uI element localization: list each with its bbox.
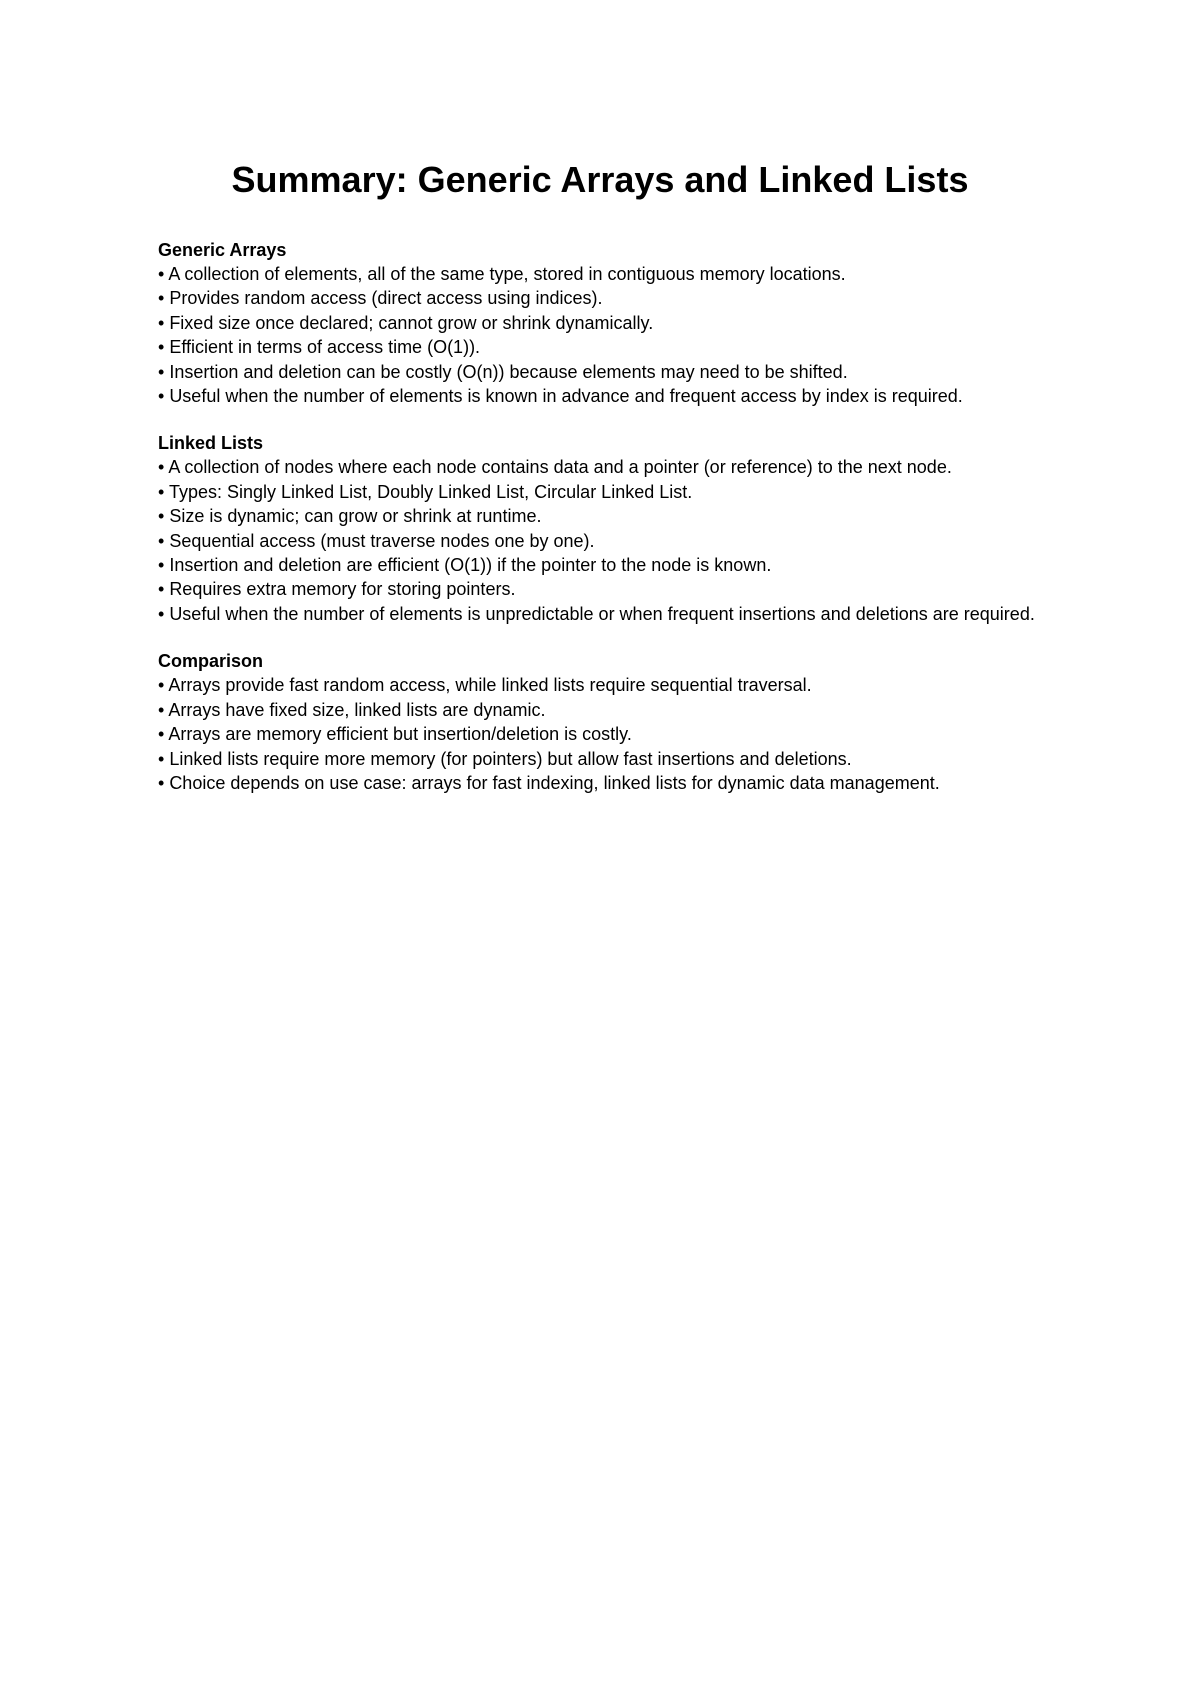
bullet-glyph: •	[158, 361, 170, 382]
list-item-text: Types: Singly Linked List, Doubly Linked List, Circular Linked List.	[168, 481, 693, 502]
bullet-glyph: •	[158, 530, 170, 551]
section-heading: Linked Lists	[158, 433, 264, 454]
list-item	[158, 673, 1048, 697]
bullet-glyph: •	[158, 288, 170, 309]
bullet-glyph: •	[158, 481, 169, 502]
list-item-text: Linked lists require more memory (for pointers) but allow fast insertions and deletions.	[169, 748, 852, 769]
section-linked-lists	[158, 431, 1048, 626]
list-item-text: A collection of elements, all of the same type, stored in contiguous memory locations.	[168, 264, 846, 284]
list-item	[158, 577, 1048, 601]
list-item-text: Requires extra memory for storing pointers.	[169, 579, 516, 600]
bullet-glyph: •	[158, 724, 169, 745]
list-item	[158, 384, 1048, 408]
list-item	[158, 360, 1048, 384]
list-item-text: Insertion and deletion can be costly (O(n)) because elements may need to be shifted.	[169, 361, 848, 382]
list-item-text: Size is dynamic; can grow or shrink at runtime.	[169, 506, 542, 527]
list-item	[158, 529, 1048, 553]
list-item-text: Efficient in terms of access time (O(1)).	[169, 337, 481, 358]
list-item	[158, 747, 1048, 771]
list-item	[158, 722, 1048, 746]
list-item	[158, 455, 1048, 479]
bullet-list	[158, 673, 1048, 795]
bullet-glyph: •	[158, 457, 169, 478]
bullet-glyph: •	[158, 603, 170, 624]
list-item	[158, 698, 1048, 722]
section-generic-arrays	[158, 238, 1048, 408]
list-item	[158, 504, 1048, 528]
list-item	[158, 311, 1048, 335]
list-item	[158, 771, 1048, 795]
list-item-text: Useful when the number of elements is known in advance and frequent access by index is required.	[169, 386, 963, 407]
list-item-text: Insertion and deletion are efficient (O(1)) if the pointer to the node is known.	[169, 555, 772, 576]
list-item	[158, 286, 1048, 310]
list-item-text: Fixed size once declared; cannot grow or shrink dynamically.	[169, 312, 654, 333]
bullet-glyph: •	[158, 748, 170, 769]
list-item-text: A collection of nodes where each node contains data and a pointer (or reference) to the next node.	[168, 457, 952, 478]
list-item-text: Arrays have fixed size, linked lists are dynamic.	[168, 699, 546, 720]
list-item-text: Provides random access (direct access using indices).	[169, 288, 603, 309]
list-item	[158, 262, 1048, 286]
bullet-glyph: •	[158, 772, 170, 793]
list-item	[158, 602, 1048, 626]
bullet-glyph: •	[158, 699, 169, 720]
bullet-glyph: •	[158, 386, 170, 407]
bullet-glyph: •	[158, 555, 170, 576]
section-comparison	[158, 649, 1048, 795]
bullet-glyph: •	[158, 312, 170, 333]
bullet-glyph: •	[158, 579, 170, 600]
list-item	[158, 335, 1048, 359]
list-item-text: Useful when the number of elements is unpredictable or when frequent insertions and deletions are required.	[169, 603, 1035, 624]
bullet-glyph: •	[158, 264, 169, 284]
document-body	[158, 238, 1048, 818]
bullet-glyph: •	[158, 675, 169, 696]
page-title: Summary: Generic Arrays and Linked Lists	[231, 159, 969, 200]
list-item-text: Sequential access (must traverse nodes one by one).	[169, 530, 595, 551]
section-heading: Generic Arrays	[158, 240, 287, 260]
list-item-text: Choice depends on use case: arrays for fast indexing, linked lists for dynamic data management.	[169, 772, 940, 793]
section-heading: Comparison	[158, 651, 264, 672]
list-item-text: Arrays are memory efficient but insertion/deletion is costly.	[168, 724, 632, 745]
list-item-text: Arrays provide fast random access, while linked lists require sequential traversal.	[168, 675, 812, 696]
bullet-glyph: •	[158, 506, 170, 527]
bullet-list	[158, 455, 1048, 626]
bullet-glyph: •	[158, 337, 170, 358]
list-item	[158, 553, 1048, 577]
list-item	[158, 480, 1048, 504]
bullet-list	[158, 262, 1048, 408]
